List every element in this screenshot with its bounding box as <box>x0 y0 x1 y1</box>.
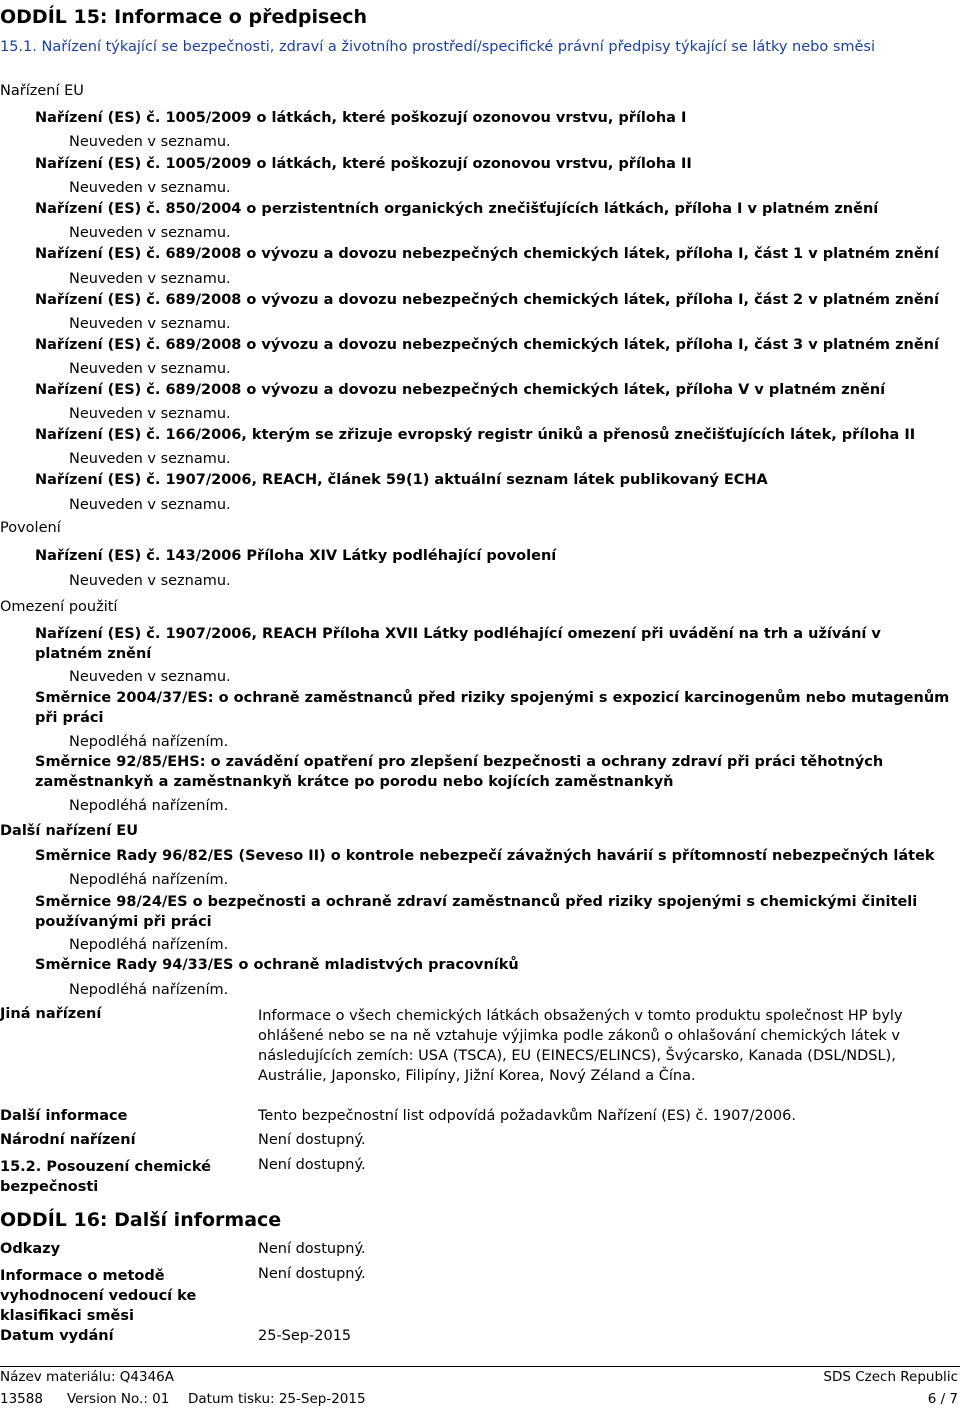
regulation-status: Neuveden v seznamu. <box>69 451 231 467</box>
restriction-heading: Omezení použití <box>0 599 118 615</box>
regulation-status: Nepodléhá nařízením. <box>69 937 229 953</box>
regulation-status: Neuveden v seznamu. <box>69 406 231 422</box>
references-text: Není dostupný. <box>258 1241 366 1257</box>
regulation-title: Nařízení (ES) č. 166/2006, kterým se zřizuje evropský registr úniků a přenosů znečišťujících látek, příloha II <box>35 427 916 443</box>
regulation-title: Směrnice 98/24/ES o bezpečnosti a ochraně zdraví zaměstnanců před riziky spojenými s chemickými činiteli používanými při práci <box>35 894 918 930</box>
footer-version: Version No.: 01 <box>67 1391 170 1407</box>
regulation-title: Nařízení (ES) č. 689/2008 o vývozu a dovozu nebezpečných chemických látek, příloha I, část 2 v platném znění <box>35 292 939 308</box>
footer-print-date: Datum tisku: 25-Sep-2015 <box>188 1391 366 1407</box>
regulation-title: Směrnice 2004/37/ES: o ochraně zaměstnanců před riziky spojenými s expozicí karcinogenům nebo mutagenům při práci <box>35 690 950 726</box>
regulation-status: Nepodléhá nařízením. <box>69 982 229 998</box>
additional-info-text: Tento bezpečnostní list odpovídá požadavkům Nařízení (ES) č. 1907/2006. <box>258 1108 796 1124</box>
other-regulations-label: Jiná nařízení <box>0 1006 102 1022</box>
subsection-15-1-text: Nařízení týkající se bezpečnosti, zdraví a životního prostředí/specifické právní předpisy týkající se látky nebo směsi <box>41 39 876 55</box>
subsection-15-1 <box>0 37 950 57</box>
regulation-status: Neuveden v seznamu. <box>69 573 231 589</box>
regulation-title: Směrnice Rady 94/33/ES o ochraně mladistvých pracovníků <box>35 957 519 973</box>
chemical-safety-assessment-label: 15.2. Posouzení chemické bezpečnosti <box>0 1159 211 1195</box>
regulation-title: Nařízení (ES) č. 689/2008 o vývozu a dovozu nebezpečných chemických látek, příloha I, část 1 v platném znění <box>35 246 939 262</box>
national-regulations-text: Není dostupný. <box>258 1132 366 1148</box>
regulation-title: Nařízení (ES) č. 1005/2009 o látkách, které poškozují ozonovou vrstvu, příloha II <box>35 156 692 172</box>
classification-method-label: Informace o metodě vyhodnocení vedoucí ke klasifikaci směsi <box>0 1268 197 1324</box>
regulation-status: Neuveden v seznamu. <box>69 271 231 287</box>
section-15-title: ODDÍL 15: Informace o předpisech <box>0 6 368 28</box>
regulation-title: Nařízení (ES) č. 1907/2006, REACH Příloha XVII Látky podléhající omezení při uvádění na trh a užívání v platném znění <box>35 626 881 662</box>
references-label: Odkazy <box>0 1241 61 1257</box>
regulation-status: Neuveden v seznamu. <box>69 316 231 332</box>
other-eu-heading: Další nařízení EU <box>0 823 138 839</box>
regulation-title: Nařízení (ES) č. 689/2008 o vývozu a dovozu nebezpečných chemických látek, příloha I, část 3 v platném znění <box>35 337 939 353</box>
regulation-status: Neuveden v seznamu. <box>69 225 231 241</box>
footer-sds-label: SDS Czech Republic <box>823 1369 958 1385</box>
footer-material-name: Název materiálu: Q4346A <box>0 1369 175 1385</box>
eu-regulations-heading: Nařízení EU <box>0 83 84 99</box>
regulation-status: Neuveden v seznamu. <box>69 497 231 513</box>
regulation-status: Neuveden v seznamu. <box>69 180 231 196</box>
regulation-title: Nařízení (ES) č. 1907/2006, REACH, článek 59(1) aktuální seznam látek publikovaný ECHA <box>35 472 768 488</box>
additional-info-label: Další informace <box>0 1108 128 1124</box>
regulation-title: Nařízení (ES) č. 1005/2009 o látkách, které poškozují ozonovou vrstvu, příloha I <box>35 110 687 126</box>
regulation-title: Nařízení (ES) č. 689/2008 o vývozu a dovozu nebezpečných chemických látek, příloha V v platném znění <box>35 382 886 398</box>
other-regulations-text: Informace o všech chemických látkách obsažených v tomto produktu společnost HP byly ohlášené nebo se na ně vztahuje výjimka podle zákonů o ohlašování chemických látek v následujících zemích: USA (TSCA), EU (EINECS/ELINCS), Švýcarsko, Kanada (DSL/NDSL), Austrálie, Japonsko, Filipíny, Jižní Korea, Nový Zéland a Čína. <box>258 1008 903 1084</box>
regulation-title: Nařízení (ES) č. 850/2004 o perzistentních organických znečišťujících látkách, příloha I v platném znění <box>35 201 879 217</box>
regulation-title: Nařízení (ES) č. 143/2006 Příloha XIV Látky podléhající povolení <box>35 548 557 564</box>
regulation-status: Neuveden v seznamu. <box>69 134 231 150</box>
regulation-status: Neuveden v seznamu. <box>69 361 231 377</box>
issue-date-text: 25-Sep-2015 <box>258 1328 352 1344</box>
regulation-status: Nepodléhá nařízením. <box>69 734 229 750</box>
regulation-status: Nepodléhá nařízením. <box>69 872 229 888</box>
regulation-status: Neuveden v seznamu. <box>69 669 231 685</box>
subsection-15-1-number: 15.1. <box>0 39 37 55</box>
issue-date-label: Datum vydání <box>0 1328 114 1344</box>
section-16-title: ODDÍL 16: Další informace <box>0 1209 282 1231</box>
authorisation-heading: Povolení <box>0 520 61 536</box>
regulation-status: Nepodléhá nařízením. <box>69 798 229 814</box>
regulation-title: Směrnice 92/85/EHS: o zavádění opatření pro zlepšení bezpečnosti a ochrany zdraví při práci těhotných zaměstnankyň a zaměstnankyň krátce po porodu nebo kojících zaměstnankyň <box>35 754 884 790</box>
regulation-title: Směrnice Rady 96/82/ES (Seveso II) o kontrole nebezpečí závažných havárií s přítomností nebezpečných látek <box>35 848 935 864</box>
footer-code: 13588 <box>0 1391 43 1407</box>
footer-divider <box>0 1366 960 1367</box>
classification-method-text: Není dostupný. <box>258 1266 366 1282</box>
footer-page-number: 6 / 7 <box>927 1391 958 1407</box>
chemical-safety-assessment-text: Není dostupný. <box>258 1157 366 1173</box>
national-regulations-label: Národní nařízení <box>0 1132 136 1148</box>
